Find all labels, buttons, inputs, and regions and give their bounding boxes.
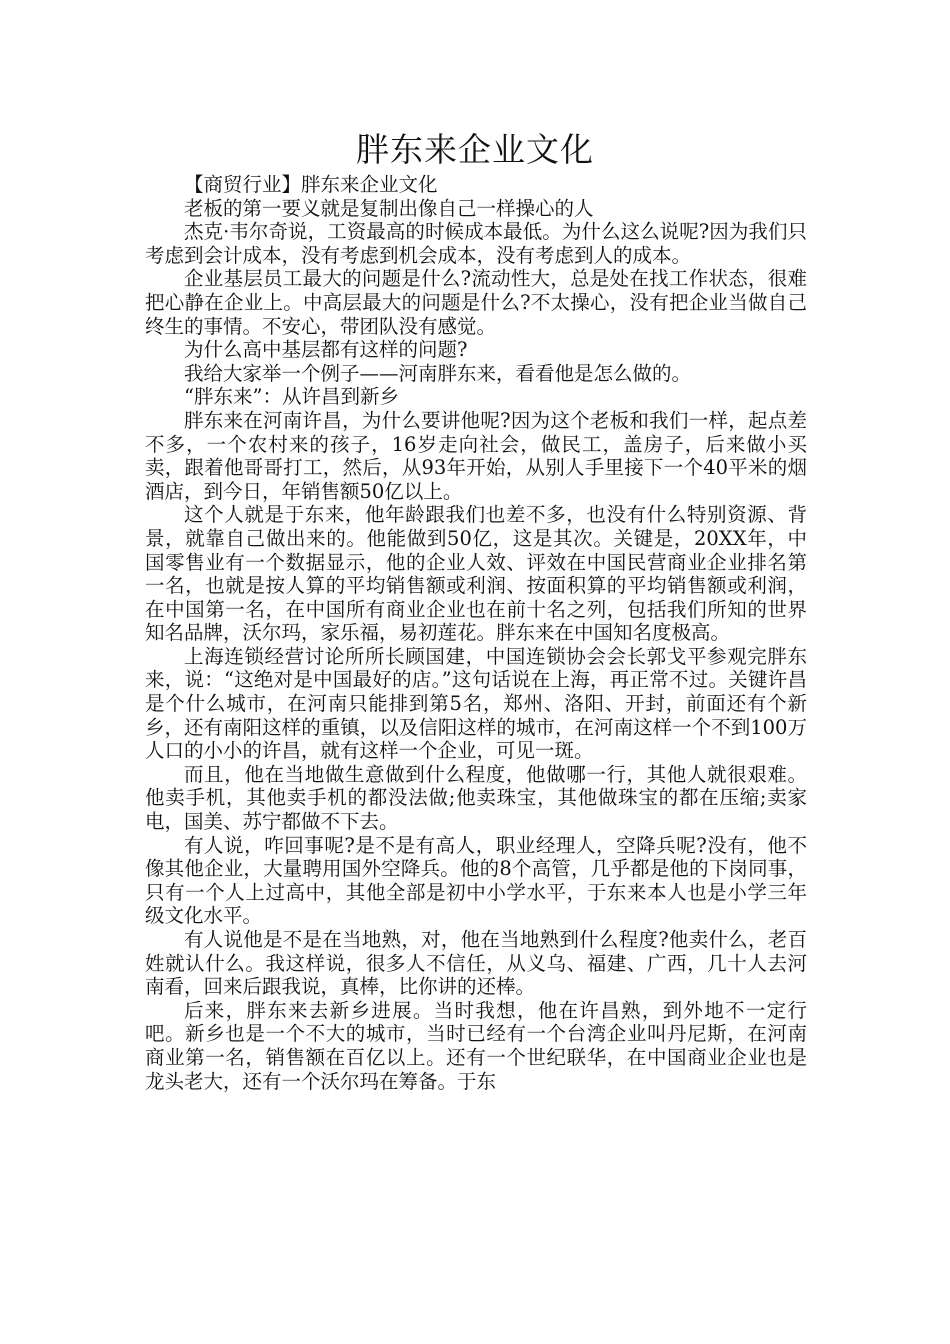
document-title: 胖东来企业文化 [356, 130, 594, 169]
paragraph: 为什么高中基层都有这样的问题? [184, 338, 468, 362]
paragraph: 上海连锁经营讨论所所长顾国建，中国连锁协会会长郭戈平参观完胖东来，说：“这绝对是中国最好的店。”这句话说在上海，再正常不过。关键许昌是个什么城市，在河南只能排到第5名，郑州、洛阳、开封，前面还有个新乡，还有南阳这样的重镇，以及信阳这样的城市，在河南这样一个不到100万人口的小小的许昌，就有这样一个企业，可见一斑。 [145, 644, 807, 763]
paragraph-industry-tag: 【商贸行业】胖东来企业文化 [184, 173, 438, 196]
paragraph: 有人说他是不是在当地熟，对，他在当地熟到什么程度?他卖什么，老百姓就认什么。我这样说，很多人不信任，从义乌、福建、广西，几十人去河南看，回来后跟我说，真棒，比你讲的还棒。 [145, 928, 807, 999]
paragraph: 这个人就是于东来，他年龄跟我们也差不多，也没有什么特别资源、背景，就靠自己做出来的。他能做到50亿，这是其次。关键是，20XX年，中国零售业有一个数据显示，他的企业人效、评效在中国民营商业企业排名第一名，也就是按人算的平均销售额或利润、按面积算的平均销售额或利润，在中国第一名，在中国所有商业企业也在前十名之列，包括我们所知的世界知名品牌，沃尔玛，家乐福，易初莲花。胖东来在中国知名度极高。 [145, 503, 807, 645]
paragraph: 而且，他在当地做生意做到什么程度，他做哪一行，其他人就很艰难。他卖手机，其他卖手机的都没法做;他卖珠宝，其他做珠宝的都在压缩;卖家电，国美、苏宁都做不下去。 [145, 762, 807, 834]
paragraph: 企业基层员工最大的问题是什么?流动性大，总是处在找工作状态，很难把心静在企业上。中高层最大的问题是什么?不太操心，没有把企业当做自己终生的事情。不安心，带团队没有感觉。 [145, 267, 807, 338]
paragraph: 胖东来在河南许昌，为什么要讲他呢?因为这个老板和我们一样，起点差不多，一个农村来的孩子，16岁走向社会，做民工，盖房子，后来做小买卖，跟着他哥哥打工，然后，从93年开始，从别人手里接下一个40平米的烟酒店，到今日，年销售额50亿以上。 [145, 408, 807, 503]
paragraph: 有人说，咋回事呢?是不是有高人，职业经理人，空降兵呢?没有，他不像其他企业，大量聘用国外空降兵。他的8个高管，几乎都是他的下岗同事，只有一个人上过高中，其他全部是初中小学水平，于东来本人也是小学三年级文化水平。 [145, 833, 807, 928]
paragraph: 后来，胖东来去新乡进展。当时我想，他在许昌熟，到外地不一定行吧。新乡也是一个不大的城市，当时已经有一个台湾企业叫丹尼斯，在河南商业第一名，销售额在百亿以上。还有一个世纪联华，在中国商业企业也是龙头老大，还有一个沃尔玛在筹备。于东 [145, 998, 807, 1093]
section-heading: “胖东来”：从许昌到新乡 [184, 385, 399, 409]
paragraph-subtitle: 老板的第一要义就是复制出像自己一样操心的人 [184, 196, 594, 220]
paragraph: 我给大家举一个例子——河南胖东来，看看他是怎么做的。 [184, 361, 692, 385]
paragraph: 杰克·韦尔奇说，工资最高的时候成本最低。为什么这么说呢?因为我们只考虑到会计成本，没有考虑到机会成本，没有考虑到人的成本。 [145, 220, 807, 267]
document-body [145, 173, 807, 1093]
